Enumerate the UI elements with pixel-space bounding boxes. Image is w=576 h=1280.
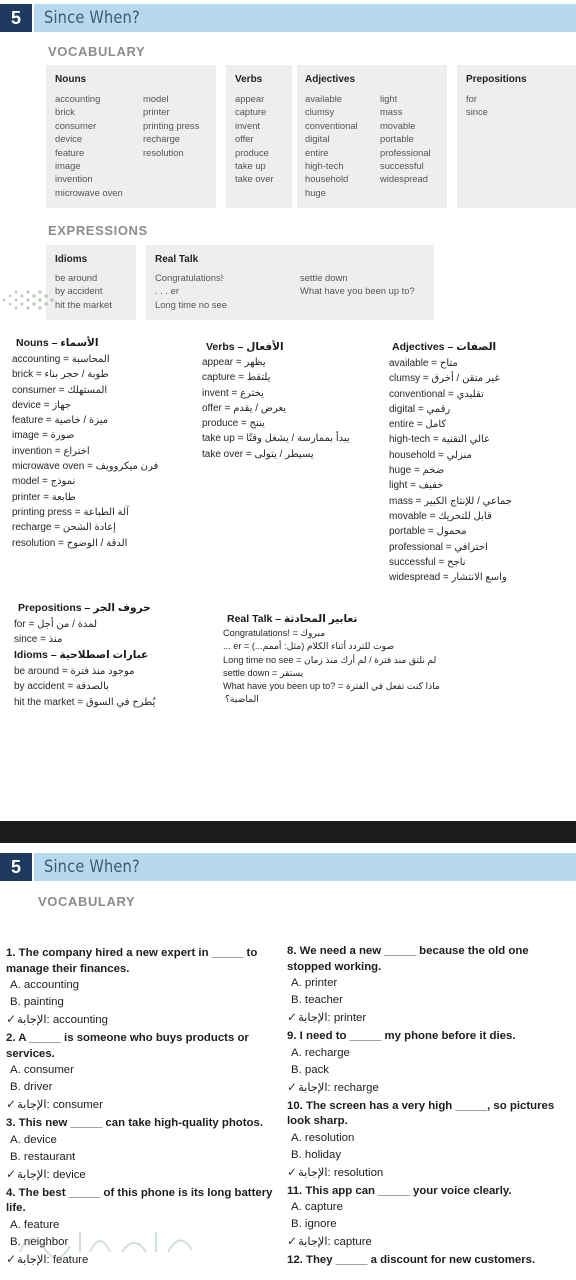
- idioms-heading: Idioms: [55, 254, 88, 265]
- vocab-word: widespread: [380, 173, 428, 185]
- vocab-word: invent: [235, 119, 261, 131]
- vocab-word: household: [305, 173, 349, 185]
- vocab-word: appear: [235, 93, 265, 104]
- adjectives-heading: Adjectives: [305, 74, 356, 85]
- vocabulary-heading: VOCABULARY: [48, 44, 146, 59]
- answer-option[interactable]: A. resolution: [291, 1131, 355, 1144]
- unit-title-2: Since When?: [44, 857, 140, 877]
- translation-entry: printing press = آلة الطباعة: [12, 506, 129, 518]
- question-text: 10. The screen has a very high _____, so pictures look sharp.: [287, 1099, 555, 1127]
- check-icon: ✓: [6, 1166, 17, 1181]
- correct-answer: [6, 1096, 278, 1114]
- translation-entry: الماضية؟: [225, 694, 259, 705]
- adjectives-translation-list: [389, 356, 512, 585]
- correct-answer: [6, 1011, 278, 1029]
- check-icon: ✓: [287, 1079, 298, 1094]
- translation-entry: be around = موجود منذ فترة: [14, 666, 135, 677]
- real-talk-box: [146, 245, 434, 320]
- answer-option[interactable]: A. printer: [291, 977, 338, 989]
- answer-option[interactable]: A. recharge: [291, 1046, 350, 1059]
- vocab-word: printer: [143, 106, 170, 118]
- real-talk-list-2: [300, 271, 415, 298]
- translation-entry: printer = طابعة: [12, 491, 76, 503]
- vocab-word: produce: [235, 146, 269, 158]
- prepositions-list: [466, 92, 488, 119]
- translation-entry: recharge = إعادة الشحن: [12, 522, 116, 534]
- translation-entry: appear = يظهر: [202, 357, 266, 368]
- site-logo-watermark: [10, 1218, 200, 1262]
- vocab-word: microwave oven: [55, 186, 123, 198]
- vocab-word: huge: [305, 186, 326, 198]
- prepositions-translation-heading: Prepositions – حروف الجر: [18, 602, 151, 614]
- vocab-word: capture: [235, 106, 267, 118]
- nouns-box: [46, 65, 216, 208]
- translation-entry: capture = يلتقط: [202, 372, 271, 384]
- correct-answer: [6, 1166, 278, 1184]
- vocab-word: take up: [235, 160, 266, 172]
- vocab-word: professional: [380, 146, 431, 158]
- adjectives-box: [297, 65, 447, 208]
- translation-entry: since = منذ: [14, 634, 63, 646]
- translation-entry: accounting = المحاسبة: [12, 354, 110, 365]
- translation-entry: professional = احترافي: [389, 541, 488, 553]
- idioms-translation-heading: Idioms – عبارات اصطلاحية: [14, 649, 149, 661]
- question-item: [6, 1116, 278, 1184]
- vocab-word: What have you been up to?: [300, 285, 415, 297]
- check-icon: ✓: [287, 1234, 298, 1248]
- page-divider: [0, 821, 576, 843]
- vocab-word: accounting: [55, 93, 101, 104]
- question-item: [287, 1184, 571, 1252]
- answer-text: الإجابة: feature: [17, 1253, 89, 1266]
- translation-entry: device = جهاز: [12, 399, 71, 411]
- question-text: 1. The company hired a new expert in _____ to manage their finances.: [6, 947, 258, 975]
- vocab-word: invention: [55, 173, 93, 185]
- answer-option[interactable]: A. consumer: [10, 1064, 74, 1076]
- vocab-word: by accident: [55, 285, 103, 297]
- question-text: 11. This app can _____ your voice clearly.: [287, 1184, 512, 1197]
- answer-option[interactable]: A. device: [10, 1133, 57, 1146]
- vocab-word: clumsy: [305, 106, 335, 118]
- question-item: [6, 946, 278, 1029]
- nouns-list-2: [143, 92, 199, 159]
- question-text: 4. The best _____ of this phone is its long battery life.: [6, 1186, 273, 1214]
- answer-option[interactable]: B. ignore: [291, 1218, 337, 1230]
- vocab-word: device: [55, 133, 83, 145]
- unit-number: 5: [0, 4, 34, 32]
- vocab-word: successful: [380, 160, 424, 172]
- vocab-word: portable: [380, 133, 414, 145]
- translation-entry: light = خفيف: [389, 480, 444, 492]
- correct-answer: [287, 1233, 571, 1251]
- vocab-word: entire: [305, 146, 329, 158]
- verbs-box: [226, 65, 292, 208]
- check-icon: ✓: [6, 1097, 17, 1111]
- nouns-list-1: [55, 92, 123, 199]
- nouns-translation-heading: Nouns – الأسماء: [16, 337, 99, 349]
- question-text: 8. We need a new _____ because the old one stopped working.: [287, 945, 529, 973]
- translation-entry: consumer = المستهلك: [12, 384, 108, 396]
- real-talk-translation-list: [223, 627, 440, 707]
- vocab-word: digital: [305, 133, 330, 145]
- vocab-word: since: [466, 106, 488, 118]
- vocab-word: be around: [55, 272, 98, 283]
- check-icon: ✓: [287, 1010, 298, 1024]
- translation-entry: mass = جماعي / للإنتاج الكبير: [389, 495, 512, 507]
- question-text: 3. This new _____ can take high-quality photos.: [6, 1117, 263, 1129]
- answer-option[interactable]: B. neighbor: [10, 1235, 69, 1248]
- question-item: [6, 1031, 278, 1114]
- translation-entry: Congratulations! = مبروك: [223, 628, 326, 638]
- translation-entry: invent = يخترع: [202, 387, 264, 399]
- check-icon: ✓: [6, 1251, 17, 1266]
- question-item: [287, 1253, 571, 1269]
- vocab-word: . . . er: [155, 285, 179, 297]
- answer-option[interactable]: B. teacher: [291, 994, 343, 1006]
- translation-entry: huge = ضخم: [389, 465, 445, 477]
- prepositions-heading: Prepositions: [466, 74, 527, 85]
- translation-entry: model = نموذج: [12, 476, 76, 488]
- unit-header-bar: [0, 4, 576, 32]
- translation-entry: ... er = (...صوت للتردد أثناء الكلام (مثل: أممم: [223, 641, 395, 652]
- vocab-word: recharge: [143, 133, 181, 145]
- real-talk-translation-heading: Real Talk – تعابير المحادثة: [227, 613, 358, 625]
- translation-entry: digital = رقمي: [389, 403, 451, 415]
- translation-entry: offer = يعرض / يقدم: [202, 402, 287, 414]
- adjectives-translation-heading: Adjectives – الصفات: [392, 341, 497, 353]
- answer-option[interactable]: B. driver: [10, 1081, 53, 1093]
- decorative-dots: [0, 286, 60, 316]
- translation-entry: available = متاح: [389, 358, 458, 369]
- vocab-word: brick: [55, 106, 75, 118]
- check-icon: ✓: [287, 1164, 298, 1179]
- vocab-word: high-tech: [305, 160, 344, 172]
- translation-entry: widespread = واسع الانتشار: [389, 572, 507, 584]
- answer-text: الإجابة: accounting: [17, 1014, 108, 1026]
- vocab-word: model: [143, 93, 169, 104]
- verbs-translation-list: [202, 355, 350, 462]
- translation-entry: take over = يسيطر / يتولى: [202, 448, 314, 460]
- vocab-word: light: [380, 93, 398, 104]
- translation-entry: portable = محمول: [389, 526, 467, 538]
- verbs-list: [235, 92, 274, 186]
- translation-entry: Long time no see = لم نلتق منذ فترة / لم أرك منذ زمان: [223, 654, 437, 665]
- translation-entry: successful = ناجح: [389, 556, 466, 568]
- translation-entry: by accident = بالصدفة: [14, 681, 109, 693]
- idioms-list: [55, 271, 112, 311]
- answer-text: الإجابة: recharge: [298, 1081, 379, 1094]
- translation-entry: hit the market = يُطرح في السوق: [14, 696, 156, 708]
- translation-entry: for = لمدة / من أجل: [14, 619, 98, 630]
- answer-option[interactable]: A. capture: [291, 1201, 343, 1213]
- nouns-translation-list: [12, 352, 158, 551]
- answer-option[interactable]: B. pack: [291, 1063, 329, 1076]
- translation-entry: What have you been up to? = ماذا كنت تفعل في الفترة: [223, 681, 440, 692]
- answer-text: الإجابة: printer: [298, 1012, 367, 1024]
- translation-entry: produce = ينتج: [202, 418, 265, 430]
- prepositions-translation-list: [14, 617, 97, 648]
- translation-entry: invention = اختراع: [12, 445, 90, 457]
- vocab-word: Long time no see: [155, 298, 227, 310]
- correct-answer: [287, 1164, 571, 1182]
- answer-text: الإجابة: consumer: [17, 1099, 103, 1111]
- translation-entry: resolution = الدقة / الوضوح: [12, 537, 128, 549]
- unit-title: Since When?: [44, 8, 140, 28]
- translation-entry: take up = يبدأ بممارسة / يشغل وقتًا: [202, 433, 350, 445]
- answer-text: الإجابة: resolution: [298, 1166, 384, 1179]
- vocab-word: printing press: [143, 119, 200, 131]
- translation-entry: microwave oven = فرن ميكروويف: [12, 461, 159, 473]
- translation-entry: image = صورة: [12, 430, 75, 442]
- unit-number-2: 5: [0, 853, 34, 881]
- check-icon: ✓: [6, 1012, 17, 1026]
- vocab-word: offer: [235, 133, 254, 145]
- prepositions-box: [457, 65, 576, 208]
- unit-header-bar-2: [0, 853, 576, 881]
- expressions-heading: EXPRESSIONS: [48, 223, 148, 238]
- vocab-word: feature: [55, 146, 85, 158]
- vocabulary-heading-2: VOCABULARY: [38, 894, 136, 909]
- vocab-word: image: [55, 160, 81, 172]
- real-talk-list-1: [155, 271, 227, 311]
- answer-option[interactable]: A. accounting: [10, 979, 80, 991]
- translation-entry: feature = ميزة / خاصية: [12, 415, 109, 427]
- translation-entry: settle down = يستقر: [223, 667, 304, 678]
- translation-entry: clumsy = غير متقن / أخرق: [389, 373, 500, 385]
- verbs-translation-heading: Verbs – الأفعال: [206, 341, 284, 353]
- question-item: [287, 944, 571, 1027]
- answer-text: الإجابة: device: [17, 1168, 86, 1181]
- adjectives-list-1: [305, 92, 358, 199]
- vocab-word: Congratulations!: [155, 272, 224, 283]
- vocab-word: for: [466, 93, 477, 104]
- vocab-word: consumer: [55, 119, 97, 131]
- vocab-word: hit the market: [55, 298, 112, 310]
- vocab-word: resolution: [143, 146, 184, 158]
- adjectives-list-2: [380, 92, 431, 186]
- vocab-word: settle down: [300, 272, 348, 283]
- vocab-word: movable: [380, 119, 416, 131]
- verbs-heading: Verbs: [235, 74, 263, 85]
- question-item: [287, 1029, 571, 1097]
- question-text: 2. A _____ is someone who buys products or services.: [6, 1032, 249, 1060]
- vocab-word: take over: [235, 173, 274, 185]
- answer-option[interactable]: A. feature: [10, 1218, 60, 1231]
- correct-answer: [287, 1079, 571, 1097]
- translation-entry: high-tech = عالي التقنية: [389, 434, 491, 446]
- question-item: [287, 1099, 571, 1182]
- correct-answer: [287, 1009, 571, 1027]
- answer-option[interactable]: B. painting: [10, 996, 64, 1008]
- vocab-word: available: [305, 93, 343, 104]
- real-talk-heading: Real Talk: [155, 254, 199, 265]
- question-text: 9. I need to _____ my phone before it dies.: [287, 1030, 516, 1042]
- quiz-column-right: [287, 944, 571, 1271]
- answer-option[interactable]: B. restaurant: [10, 1150, 76, 1163]
- answer-text: الإجابة: capture: [298, 1236, 372, 1248]
- vocab-word: mass: [380, 106, 403, 118]
- idioms-translation-list: [14, 664, 155, 710]
- translation-entry: household = منزلي: [389, 449, 472, 461]
- vocab-word: conventional: [305, 119, 358, 131]
- translation-entry: conventional = تقليدي: [389, 388, 484, 400]
- question-text: 12. They _____ a discount for new customers.: [287, 1254, 536, 1266]
- answer-option[interactable]: B. holiday: [291, 1148, 342, 1161]
- nouns-heading: Nouns: [55, 74, 87, 85]
- translation-entry: movable = قابل للتحريك: [389, 510, 492, 522]
- translation-entry: entire = كامل: [389, 419, 447, 431]
- translation-entry: brick = طوبة / حجر بناء: [12, 369, 109, 381]
